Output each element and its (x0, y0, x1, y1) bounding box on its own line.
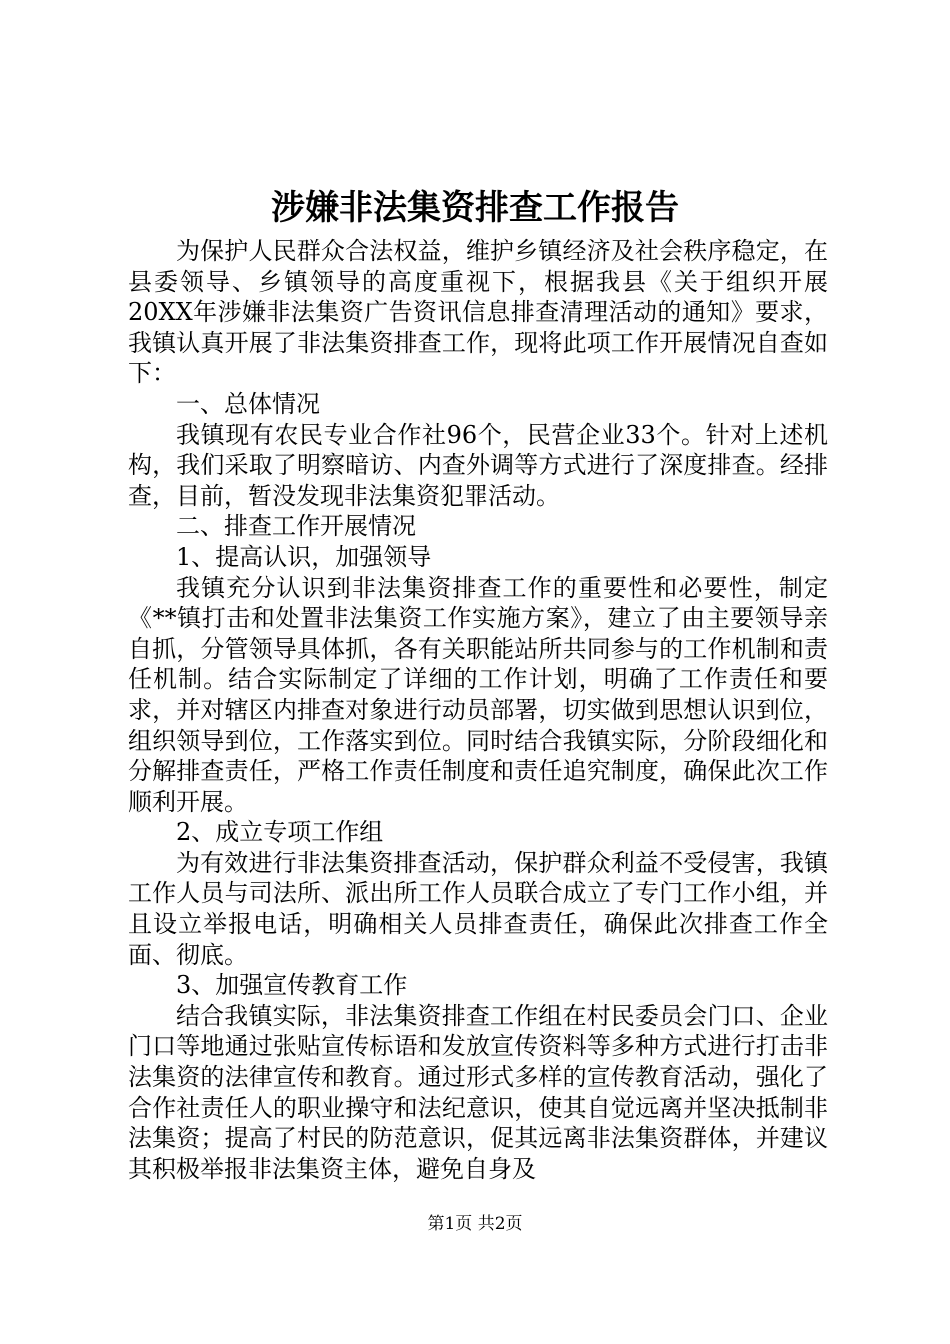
document-title: 涉嫌非法集资排查工作报告 (271, 188, 679, 228)
publicity-paragraph: 结合我镇实际，非法集资排查工作组在村民委员会门口、企业门口等地通过张贴宣传标语和发放宣传资料等多种方式进行打击非法集资的法律宣传和教育。通过形式多样的宣传教育活动，强化了合作社责任人的职业操守和法纪意识，使其自觉远离并坚决抵制非法集资；提高了村民的防范意识，促其远离非法集资群体，并建议其积极举报非法集资主体，避免自身及 (128, 1001, 828, 1183)
subheading-awareness: 1、提高认识，加强领导 (176, 542, 432, 571)
subheading-task-group: 2、成立专项工作组 (176, 818, 384, 847)
document-body (128, 236, 828, 1184)
subheading-publicity: 3、加强宣传教育工作 (176, 971, 408, 1000)
intro-paragraph: 为保护人民群众合法权益，维护乡镇经济及社会秩序稳定，在县委领导、乡镇领导的高度重视下，根据我县《关于组织开展20XX年涉嫌非法集资广告资讯信息排查清理活动的通知》要求，我镇认真开展了非法集资排查工作，现将此项工作开展情况自查如下： (128, 237, 828, 388)
overview-paragraph: 我镇现有农民专业合作社96个，民营企业33个。针对上述机构，我们采取了明察暗访、内查外调等方式进行了深度排查。经排查，目前，暂没发现非法集资犯罪活动。 (128, 420, 828, 510)
page-footer: 第1页 共2页 (427, 1214, 523, 1234)
section-heading-overview: 一、总体情况 (176, 389, 320, 418)
section-heading-work: 二、排查工作开展情况 (176, 512, 416, 541)
task-group-paragraph: 为有效进行非法集资排查活动，保护群众利益不受侵害，我镇工作人员与司法所、派出所工作人员联合成立了专门工作小组，并且设立举报电话，明确相关人员排查责任，确保此次排查工作全面、彻底。 (128, 848, 828, 969)
awareness-paragraph: 我镇充分认识到非法集资排查工作的重要性和必要性，制定《**镇打击和处置非法集资工作实施方案》，建立了由主要领导亲自抓，分管领导具体抓，各有关职能站所共同参与的工作机制和责任机制。结合实际制定了详细的工作计划，明确了工作责任和要求，并对辖区内排查对象进行动员部署，切实做到思想认识到位，组织领导到位，工作落实到位。同时结合我镇实际，分阶段细化和分解排查责任，严格工作责任制度和责任追究制度，确保此次工作顺利开展。 (128, 573, 828, 816)
